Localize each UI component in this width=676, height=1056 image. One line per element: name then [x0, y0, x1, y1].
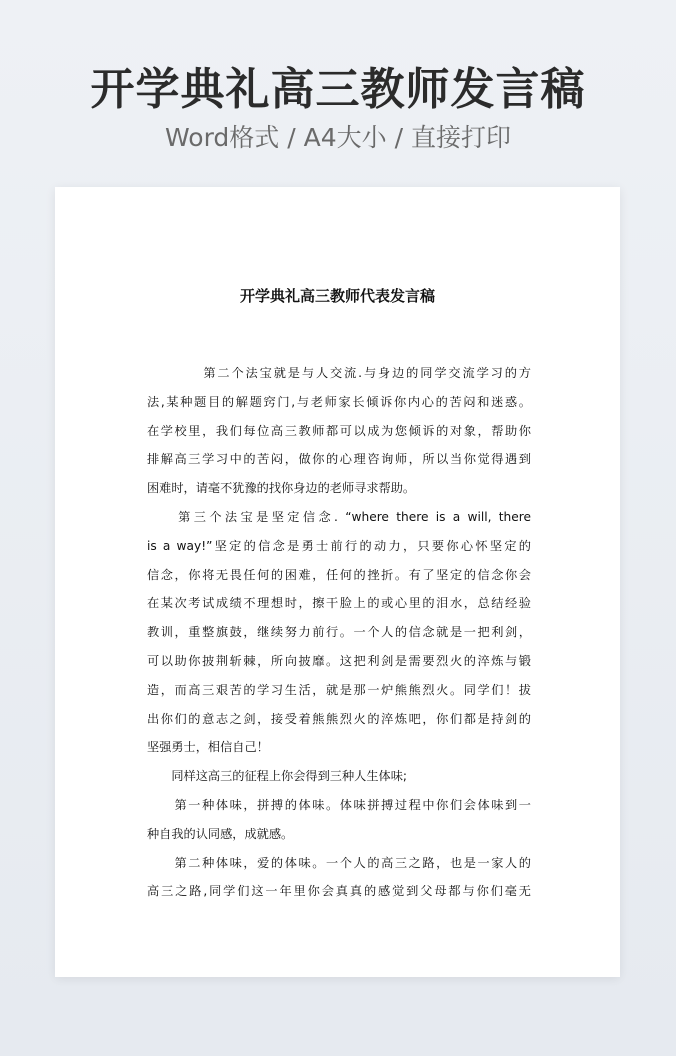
text-line: 高三之路,同学们这一年里你会真真的感觉到父母都与你们毫无	[147, 884, 531, 899]
text-line: 坚强勇士，相信自己！	[147, 740, 269, 755]
text-line: 出你们的意志之剑，接受着熊熊烈火的淬炼吧，你们都是持剑的	[147, 711, 531, 726]
text-line: 可以助你披荆斩棘，所向披靡。这把利剑是需要烈火的淬炼与锻	[147, 653, 531, 668]
text-line: 第二个法宝就是与人交流.与身边的同学交流学习的方	[147, 366, 531, 380]
text-line: 困难时，请毫不犹豫的找你身边的老师寻求帮助。	[147, 481, 416, 496]
text-line: 教训，重整旗鼓，继续努力前行。一个人的信念就是一把利剑，	[147, 625, 531, 640]
document-body	[147, 359, 531, 906]
document-page	[55, 187, 620, 977]
text-line: 第二种体味，爱的体味。一个人的高三之路，也是一家人的	[147, 855, 531, 870]
subtitle: Word格式 / A4大小 / 直接打印	[165, 123, 511, 152]
text-line: 第一种体味，拼搏的体味。体味拼搏过程中你们会体味到一	[147, 797, 531, 812]
text-line: 种自我的认同感，成就感。	[147, 826, 294, 841]
page-header	[0, 60, 676, 156]
text-line: 同样这高三的征程上你会得到三种人生体味;	[147, 769, 408, 784]
text-line: 在某次考试成绩不理想时，擦干脸上的或心里的泪水，总结经验	[147, 596, 531, 611]
text-line: 第三个法宝是坚定信念. “where there is a will, there	[147, 509, 531, 524]
text-line: 法,某种题目的解题窍门,与老师家长倾诉你内心的苦闷和迷惑。	[147, 394, 531, 409]
text-line: 排解高三学习中的苦闷，做你的心理咨询师，所以当你觉得遇到	[147, 452, 531, 467]
text-line: 造，而高三艰苦的学习生活，就是那一炉熊熊烈火。同学们！拔	[147, 682, 531, 697]
document-title: 开学典礼高三教师代表发言稿	[239, 287, 435, 305]
text-line: 信念，你将无畏任何的困难，任何的挫折。有了坚定的信念你会	[147, 567, 531, 582]
text-line: 在学校里，我们每位高三教师都可以成为您倾诉的对象，帮助你	[147, 423, 531, 438]
text-line: is a way!”坚定的信念是勇士前行的动力，只要你心怀坚定的	[147, 538, 531, 553]
main-title: 开学典礼高三教师发言稿	[90, 64, 586, 115]
